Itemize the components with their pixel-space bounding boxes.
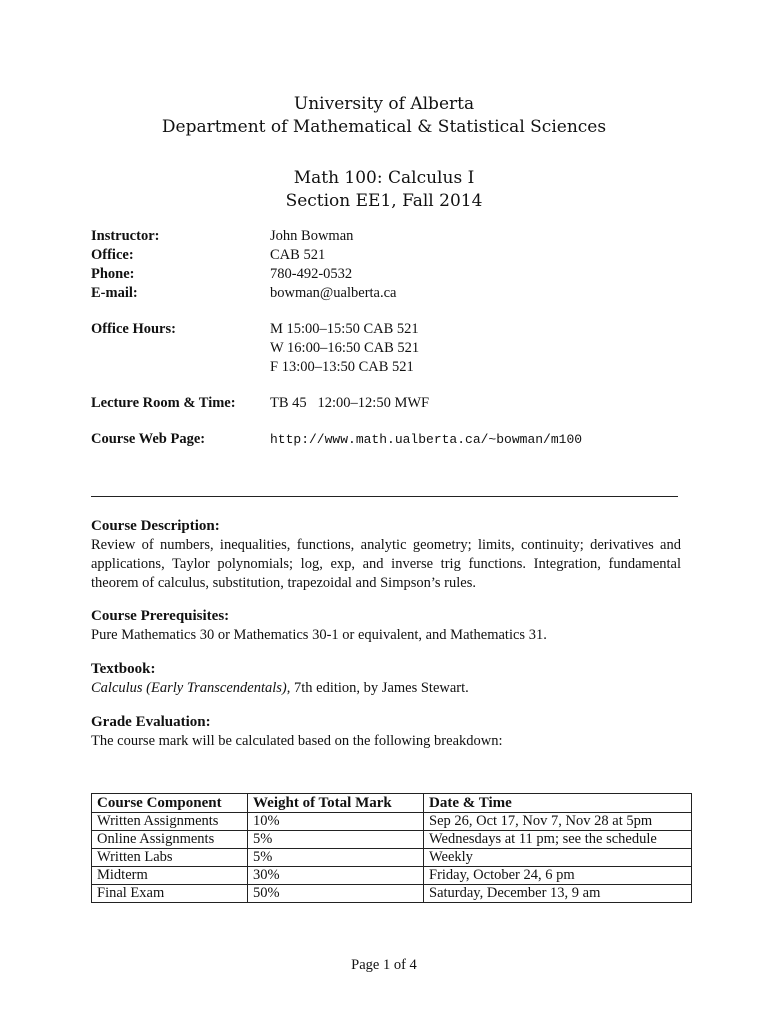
textbook-section bbox=[91, 660, 681, 698]
table-cell: 50% bbox=[248, 885, 424, 903]
table-row bbox=[92, 831, 692, 849]
phone-value: 780-492-0532 bbox=[270, 266, 353, 282]
table-cell: Weekly bbox=[424, 849, 692, 867]
instructor-value: John Bowman bbox=[270, 228, 354, 244]
web-page-label: Course Web Page: bbox=[91, 431, 206, 447]
table-cell: Written Labs bbox=[92, 849, 248, 867]
course-description-heading: Course Description: bbox=[91, 518, 220, 534]
page-number: Page 1 of 4 bbox=[351, 957, 417, 973]
table-cell: Written Assignments bbox=[92, 813, 248, 831]
university-name: University of Alberta bbox=[293, 94, 475, 114]
prerequisites-section bbox=[91, 607, 681, 645]
textbook-heading: Textbook: bbox=[91, 661, 156, 677]
column-header-weight: Weight of Total Mark bbox=[248, 794, 424, 813]
table-row bbox=[92, 867, 692, 885]
column-header-date: Date & Time bbox=[424, 794, 692, 813]
table-row bbox=[92, 885, 692, 903]
office-hours-label: Office Hours: bbox=[91, 321, 176, 337]
instructor-label: Instructor: bbox=[91, 228, 160, 244]
course-description-section bbox=[91, 517, 681, 593]
office-value: CAB 521 bbox=[270, 247, 326, 263]
table-cell: Wednesdays at 11 pm; see the schedule bbox=[424, 831, 692, 849]
document-header bbox=[0, 93, 768, 213]
textbook-title: Calculus (Early Transcendentals) bbox=[91, 680, 287, 696]
course-section: Section EE1, Fall 2014 bbox=[285, 191, 483, 211]
grade-breakdown-table bbox=[91, 793, 692, 903]
grade-evaluation-text: The course mark will be calculated based on the following breakdown: bbox=[91, 733, 503, 749]
table-row bbox=[92, 849, 692, 867]
table-cell: Friday, October 24, 6 pm bbox=[424, 867, 692, 885]
phone-label: Phone: bbox=[91, 266, 135, 282]
table-cell: 5% bbox=[248, 831, 424, 849]
course-title: Math 100: Calculus I bbox=[293, 168, 475, 188]
course-info bbox=[91, 227, 582, 449]
grade-evaluation-section bbox=[91, 713, 681, 751]
table-cell: 10% bbox=[248, 813, 424, 831]
course-description-text: Review of numbers, inequalities, functions, analytic geometry; limits, continuity; derivatives and applications, Taylor polynomials; log, exp, and inverse trig functions. Integration, fundamental theorem of calculus, substitution, trapezoidal and Simpson’s rules. bbox=[91, 537, 681, 591]
textbook-details: , 7th edition, by James Stewart. bbox=[286, 680, 469, 696]
office-hours-monday: M 15:00–15:50 CAB 521 bbox=[270, 321, 419, 337]
lecture-value: TB 45 12:00–12:50 MWF bbox=[270, 395, 430, 411]
table-cell: Final Exam bbox=[92, 885, 248, 903]
table-cell: Online Assignments bbox=[92, 831, 248, 849]
table-cell: 5% bbox=[248, 849, 424, 867]
table-cell: 30% bbox=[248, 867, 424, 885]
table-cell: Saturday, December 13, 9 am bbox=[424, 885, 692, 903]
horizontal-divider bbox=[91, 496, 678, 497]
table-header-row bbox=[92, 794, 692, 813]
email-value[interactable]: bowman@ualberta.ca bbox=[270, 285, 397, 301]
column-header-component: Course Component bbox=[92, 794, 248, 813]
office-hours-friday: F 13:00–13:50 CAB 521 bbox=[270, 359, 414, 375]
prerequisites-text: Pure Mathematics 30 or Mathematics 30-1 or equivalent, and Mathematics 31. bbox=[91, 627, 547, 643]
web-page-link[interactable]: http://www.math.ualberta.ca/~bowman/m100 bbox=[270, 432, 583, 447]
office-hours-wednesday: W 16:00–16:50 CAB 521 bbox=[270, 340, 420, 356]
table-cell: Midterm bbox=[92, 867, 248, 885]
prerequisites-heading: Course Prerequisites: bbox=[91, 608, 230, 624]
table-cell: Sep 26, Oct 17, Nov 7, Nov 28 at 5pm bbox=[424, 813, 692, 831]
grade-evaluation-heading: Grade Evaluation: bbox=[91, 714, 211, 730]
table-row bbox=[92, 813, 692, 831]
department-name: Department of Mathematical & Statistical Sciences bbox=[161, 117, 607, 137]
office-label: Office: bbox=[91, 247, 134, 263]
lecture-label: Lecture Room & Time: bbox=[91, 395, 236, 411]
email-label: E-mail: bbox=[91, 285, 138, 301]
